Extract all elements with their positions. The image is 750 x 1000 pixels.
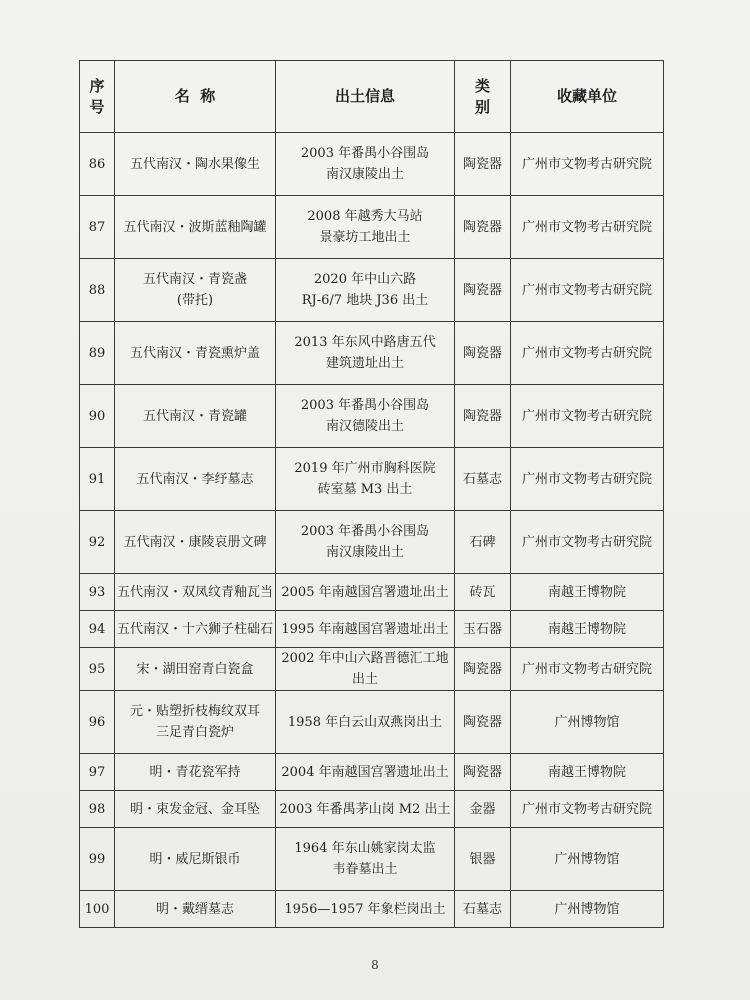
cell-category: 银器	[455, 828, 511, 891]
cell-category: 陶瓷器	[455, 133, 511, 196]
cell-excavation: 2003 年番禺小谷围岛 南汉德陵出土	[276, 385, 455, 448]
table-row	[80, 754, 664, 791]
cell-excavation: 1958 年白云山双燕岗出土	[276, 691, 455, 754]
cell-index: 97	[80, 754, 115, 791]
cell-index: 86	[80, 133, 115, 196]
cell-collection: 南越王博物院	[511, 754, 664, 791]
cell-excavation: 2005 年南越国宫署遗址出土	[276, 574, 455, 611]
header-category: 类 别	[455, 61, 511, 133]
cell-collection: 广州市文物考古研究院	[511, 448, 664, 511]
cell-category: 陶瓷器	[455, 754, 511, 791]
cell-category: 陶瓷器	[455, 196, 511, 259]
header-collection: 收藏单位	[511, 61, 664, 133]
artifact-table	[79, 60, 664, 928]
header-name: 名 称	[115, 61, 276, 133]
cell-name: 五代南汉・陶水果像生	[115, 133, 276, 196]
table-row	[80, 322, 664, 385]
cell-excavation: 2019 年广州市胸科医院 砖室墓 M3 出土	[276, 448, 455, 511]
header-excavation: 出土信息	[276, 61, 455, 133]
cell-category: 石碑	[455, 511, 511, 574]
cell-collection: 广州市文物考古研究院	[511, 511, 664, 574]
cell-collection: 广州市文物考古研究院	[511, 196, 664, 259]
cell-collection: 广州市文物考古研究院	[511, 791, 664, 828]
table-row	[80, 133, 664, 196]
cell-name: 五代南汉・双凤纹青釉瓦当	[115, 574, 276, 611]
cell-category: 石墓志	[455, 448, 511, 511]
cell-excavation: 1956—1957 年象栏岗出土	[276, 891, 455, 928]
cell-name: 五代南汉・青瓷盏 (带托)	[115, 259, 276, 322]
cell-index: 98	[80, 791, 115, 828]
table-row	[80, 648, 664, 691]
table-row	[80, 385, 664, 448]
cell-excavation: 2003 年番禺小谷围岛 南汉康陵出土	[276, 133, 455, 196]
cell-name: 五代南汉・李纾墓志	[115, 448, 276, 511]
cell-category: 陶瓷器	[455, 691, 511, 754]
cell-name: 明・束发金冠、金耳坠	[115, 791, 276, 828]
cell-excavation: 2003 年番禺茅山岗 M2 出土	[276, 791, 455, 828]
cell-collection: 广州市文物考古研究院	[511, 322, 664, 385]
cell-name: 元・贴塑折枝梅纹双耳 三足青白瓷炉	[115, 691, 276, 754]
table-row	[80, 259, 664, 322]
cell-collection: 广州博物馆	[511, 691, 664, 754]
table-row	[80, 511, 664, 574]
cell-excavation: 1964 年东山姚家岗太监 韦眷墓出土	[276, 828, 455, 891]
cell-name: 五代南汉・康陵哀册文碑	[115, 511, 276, 574]
cell-index: 96	[80, 691, 115, 754]
cell-excavation: 1995 年南越国宫署遗址出土	[276, 611, 455, 648]
table-header-row	[80, 61, 664, 133]
cell-index: 99	[80, 828, 115, 891]
cell-index: 89	[80, 322, 115, 385]
cell-index: 92	[80, 511, 115, 574]
cell-collection: 广州博物馆	[511, 891, 664, 928]
cell-category: 砖瓦	[455, 574, 511, 611]
table-row	[80, 611, 664, 648]
cell-category: 陶瓷器	[455, 322, 511, 385]
cell-index: 94	[80, 611, 115, 648]
cell-index: 100	[80, 891, 115, 928]
cell-name: 五代南汉・青瓷熏炉盖	[115, 322, 276, 385]
cell-category: 玉石器	[455, 611, 511, 648]
cell-category: 陶瓷器	[455, 259, 511, 322]
cell-name: 五代南汉・青瓷罐	[115, 385, 276, 448]
cell-category: 石墓志	[455, 891, 511, 928]
cell-index: 95	[80, 648, 115, 691]
table-row	[80, 574, 664, 611]
cell-excavation: 2003 年番禺小谷围岛 南汉康陵出土	[276, 511, 455, 574]
table-row	[80, 828, 664, 891]
cell-collection: 广州市文物考古研究院	[511, 259, 664, 322]
table-row	[80, 196, 664, 259]
cell-category: 金器	[455, 791, 511, 828]
cell-excavation: 2004 年南越国宫署遗址出土	[276, 754, 455, 791]
cell-index: 90	[80, 385, 115, 448]
cell-name: 明・威尼斯银币	[115, 828, 276, 891]
cell-excavation: 2002 年中山六路晋德汇工地出土	[276, 648, 455, 691]
cell-name: 五代南汉・波斯蓝釉陶罐	[115, 196, 276, 259]
header-index: 序 号	[80, 61, 115, 133]
cell-index: 91	[80, 448, 115, 511]
cell-collection: 广州博物馆	[511, 828, 664, 891]
table-body	[80, 133, 664, 928]
cell-name: 五代南汉・十六狮子柱础石	[115, 611, 276, 648]
cell-excavation: 2013 年东风中路唐五代 建筑遗址出土	[276, 322, 455, 385]
cell-category: 陶瓷器	[455, 648, 511, 691]
cell-collection: 广州市文物考古研究院	[511, 385, 664, 448]
cell-collection: 广州市文物考古研究院	[511, 133, 664, 196]
table-row	[80, 448, 664, 511]
cell-name: 明・青花瓷军持	[115, 754, 276, 791]
cell-collection: 南越王博物院	[511, 574, 664, 611]
cell-index: 87	[80, 196, 115, 259]
cell-excavation: 2008 年越秀大马站 景豪坊工地出土	[276, 196, 455, 259]
page-number: 8	[371, 958, 379, 972]
cell-name: 宋・湖田窑青白瓷盒	[115, 648, 276, 691]
table-row	[80, 691, 664, 754]
table-row	[80, 791, 664, 828]
cell-index: 88	[80, 259, 115, 322]
cell-excavation: 2020 年中山六路 RJ-6/7 地块 J36 出土	[276, 259, 455, 322]
cell-collection: 南越王博物院	[511, 611, 664, 648]
table-row	[80, 891, 664, 928]
cell-index: 93	[80, 574, 115, 611]
cell-collection: 广州市文物考古研究院	[511, 648, 664, 691]
cell-category: 陶瓷器	[455, 385, 511, 448]
cell-name: 明・戴缙墓志	[115, 891, 276, 928]
